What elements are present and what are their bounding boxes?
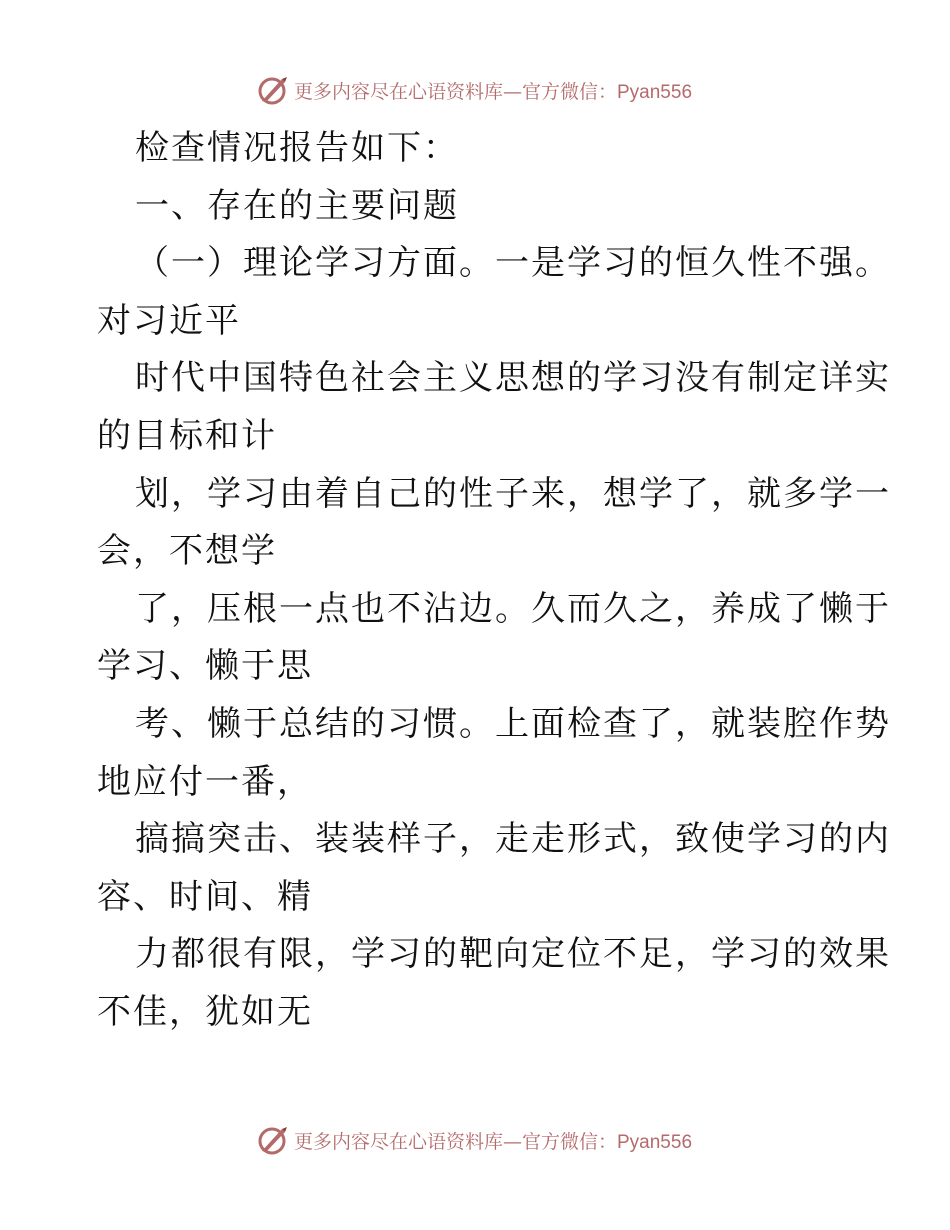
document-line: 一、存在的主要问题 — [135, 185, 459, 226]
document-line: 检查情况报告如下： — [135, 128, 459, 168]
document-line: 了，压根一点也不沾边。久而久之，养成了懒于 — [135, 588, 891, 629]
document-body — [97, 120, 891, 1042]
watermark-wechat-label: 官方微信： — [521, 1130, 617, 1153]
document-line: 对习近平 — [97, 300, 241, 341]
header-watermark — [0, 70, 950, 110]
watermark-text — [294, 1127, 692, 1154]
document-line: 考、懒于总结的习惯。上面检查了，就装腔作势 — [135, 703, 891, 744]
document-line: 学习、懒于思 — [97, 646, 313, 687]
document-line: 容、时间、精 — [97, 876, 313, 917]
document-line: 的目标和计 — [97, 415, 277, 456]
watermark-wechat-id: Pyan556 — [617, 1131, 693, 1153]
watermark-brand: 更多内容尽在心语资料库 — [293, 1130, 503, 1153]
watermark-brand: 更多内容尽在心语资料库 — [293, 80, 503, 103]
document-line: 时代中国特色社会主义思想的学习没有制定详实 — [135, 358, 891, 399]
document-line: 不佳，犹如无 — [97, 991, 313, 1032]
document-line: 会，不想学 — [97, 531, 277, 572]
watermark-wechat-label: 官方微信： — [521, 80, 617, 103]
document-line: 划，学习由着自己的性子来，想学了，就多学一 — [135, 473, 891, 514]
document-line: 地应付一番， — [97, 761, 313, 802]
document-line: 搞搞突击、装装样子，走走形式，致使学习的内 — [135, 819, 891, 860]
quill-pen-seal-icon — [258, 75, 288, 105]
watermark-separator: — — [502, 1130, 522, 1153]
watermark-wechat-id: Pyan556 — [617, 81, 693, 103]
document-line: 力都很有限，学习的靶向定位不足，学习的效果 — [135, 934, 891, 975]
quill-pen-seal-icon — [258, 1125, 288, 1155]
watermark-separator: — — [502, 80, 522, 103]
footer-watermark — [0, 1120, 950, 1160]
document-line: （一）理论学习方面。一是学习的恒久性不强。 — [135, 243, 891, 284]
watermark-text — [294, 77, 692, 104]
